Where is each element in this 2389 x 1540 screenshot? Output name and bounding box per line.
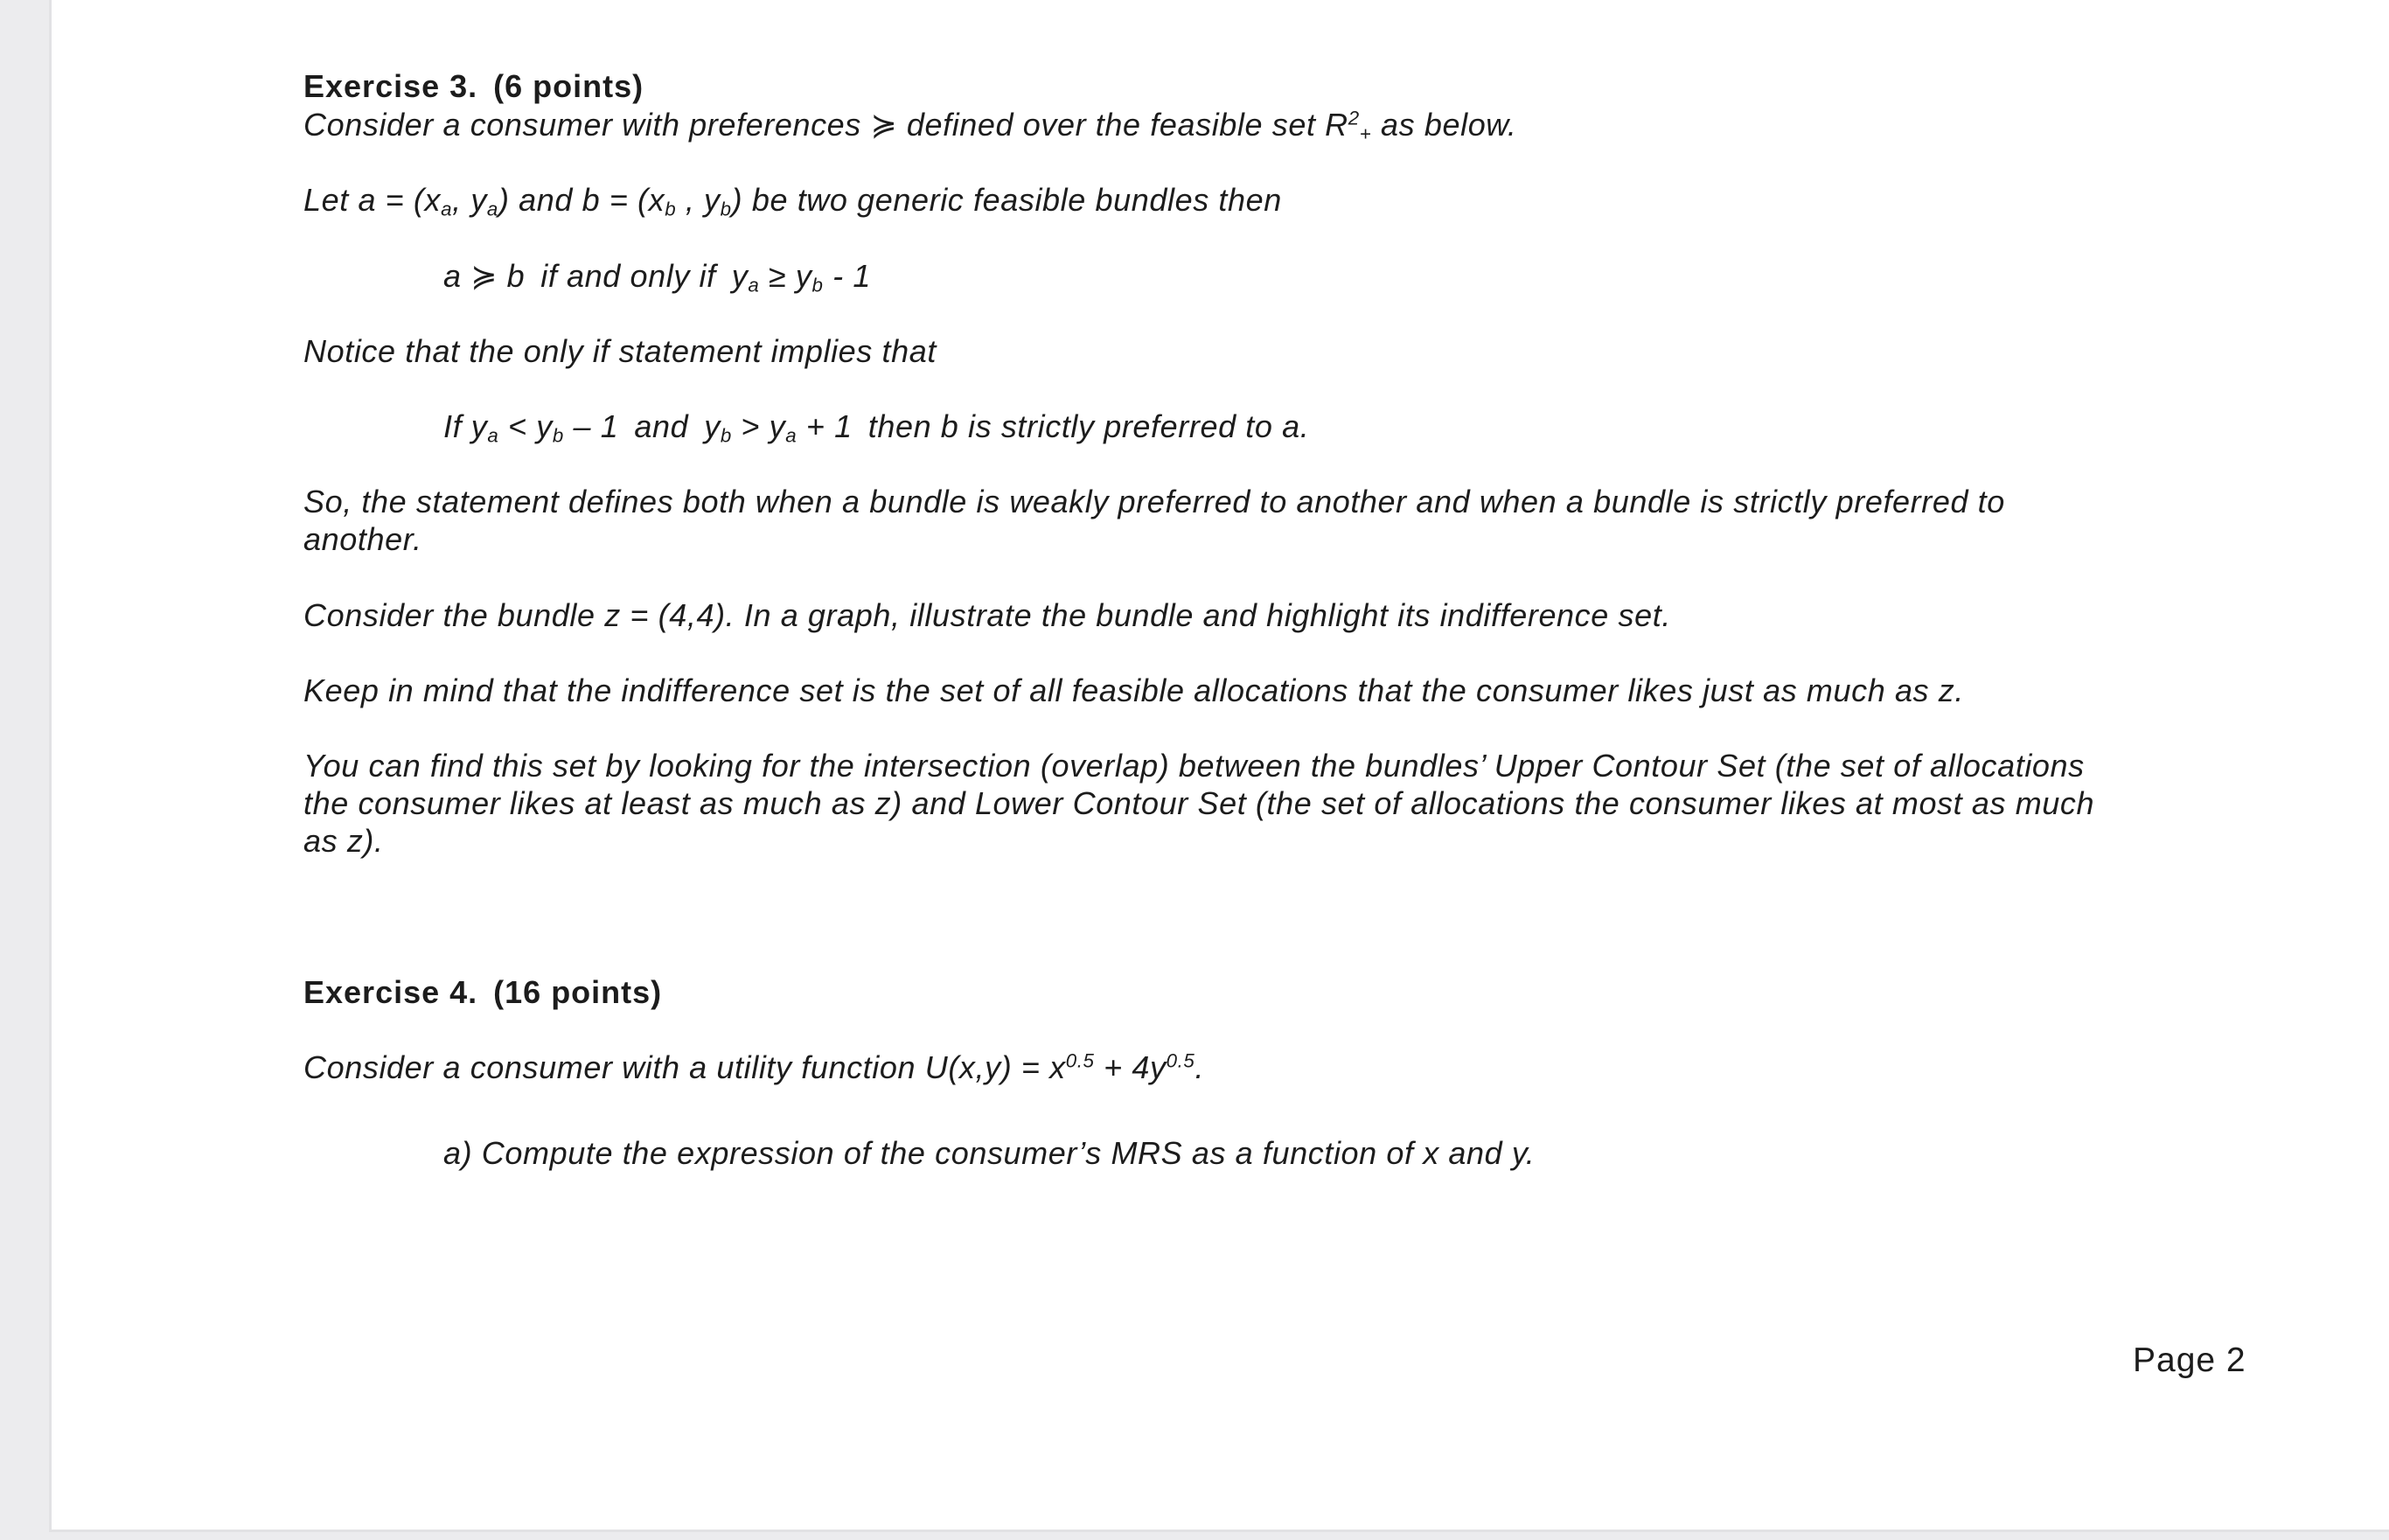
if-text-1: If y	[443, 408, 488, 444]
if-text-6: + 1	[797, 408, 853, 444]
notice-line: Notice that the only if statement implies that	[303, 333, 937, 369]
subscript-a: a	[487, 424, 499, 447]
pref-y: y	[731, 258, 749, 294]
pref-lhs: a ≽ b	[443, 258, 526, 294]
let-text-2: , y	[452, 182, 487, 218]
so-paragraph-line-2: another.	[303, 521, 422, 557]
consider-bundle-line: Consider the bundle z = (4,4). In a graph, illustrate the bundle and highlight its indifference set.	[303, 597, 1671, 633]
exercise-3-heading	[303, 67, 644, 106]
intro-text-end: as below.	[1371, 107, 1517, 143]
intro-superscript: 2	[1348, 107, 1360, 129]
exercise-3-points: (6 points)	[493, 68, 644, 104]
keep-in-mind-line: Keep in mind that the indifference set is the set of all feasible allocations that the consumer likes just as much as z.	[303, 672, 1964, 708]
find-set-line-3: as z).	[303, 823, 384, 859]
pref-end: - 1	[823, 258, 871, 294]
pref-ge: ≥ y	[759, 258, 812, 294]
pref-iff: if and only if	[540, 258, 716, 294]
subscript-a: a	[785, 424, 797, 447]
subscript-b: b	[811, 274, 824, 296]
bundle-definition	[303, 181, 1282, 220]
strict-preference-statement	[443, 408, 1309, 446]
document-page	[49, 0, 2389, 1532]
if-and: and	[634, 408, 689, 444]
exercise-3-intro	[303, 106, 1517, 144]
subscript-a: a	[486, 198, 498, 220]
exponent-1: 0.5	[1065, 1049, 1095, 1072]
utility-text-2: + 4y	[1094, 1049, 1167, 1085]
let-text-3: ) and b = (x	[498, 182, 665, 218]
exercise-3-title: Exercise 3.	[303, 68, 478, 104]
subscript-b: b	[552, 424, 564, 447]
subscript-b: b	[720, 424, 732, 447]
let-text-1: Let a = (x	[303, 182, 442, 218]
if-text-3: – 1	[563, 408, 619, 444]
subscript-a: a	[748, 274, 760, 296]
preference-definition	[443, 257, 871, 296]
if-then: then b is strictly preferred to a.	[867, 408, 1310, 444]
intro-text: Consider a consumer with preferences ≽ defined over the feasible set R	[303, 107, 1348, 143]
let-text-4: , y	[676, 182, 721, 218]
so-paragraph-line-1: So, the statement defines both when a bundle is weakly preferred to another and when a bundle is strictly preferred to	[303, 484, 2005, 519]
exercise-4-title: Exercise 4.	[303, 974, 478, 1010]
utility-function-line	[303, 1049, 1204, 1087]
intro-subscript: +	[1359, 122, 1372, 145]
exercise-4-part-a: a) Compute the expression of the consumer’s MRS as a function of x and y.	[443, 1135, 1536, 1171]
exercise-4-heading	[303, 973, 662, 1012]
utility-text-1: Consider a consumer with a utility function U(x,y) = x	[303, 1049, 1066, 1085]
subscript-b: b	[720, 198, 732, 220]
let-text-5: ) be two generic feasible bundles then	[731, 182, 1282, 218]
subscript-b: b	[665, 198, 677, 220]
find-set-line-2: the consumer likes at least as much as z) and Lower Contour Set (the set of allocations the consumer likes at most as much	[303, 785, 2095, 821]
if-text-4: y	[704, 408, 721, 444]
if-text-2: < y	[498, 408, 553, 444]
if-text-5: > y	[731, 408, 786, 444]
exercise-4-points: (16 points)	[493, 974, 663, 1010]
subscript-a: a	[441, 198, 453, 220]
exponent-2: 0.5	[1166, 1049, 1195, 1072]
utility-text-3: .	[1194, 1049, 1205, 1085]
find-set-line-1: You can find this set by looking for the intersection (overlap) between the bundles’ Upper Contour Set (the set of allocations	[303, 748, 2085, 784]
page-number: Page 2	[2133, 1341, 2246, 1379]
